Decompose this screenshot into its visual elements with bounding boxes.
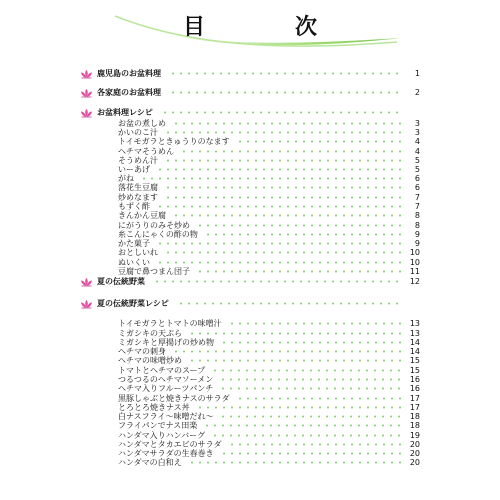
page-number: 15 <box>409 356 420 365</box>
dot-leader <box>162 159 402 162</box>
page-number: 13 <box>409 319 420 328</box>
dot-leader <box>154 168 402 171</box>
toc-section-row[interactable] <box>80 88 420 97</box>
page-number: 20 <box>409 449 420 458</box>
lotus-flower-icon <box>80 299 93 309</box>
page-number: 19 <box>409 431 420 440</box>
page-number: 2 <box>414 88 420 97</box>
toc-item-title: ミガシキの天ぷら <box>118 329 182 338</box>
page-number: 20 <box>409 458 420 467</box>
page-number: 3 <box>414 119 420 128</box>
toc-item-row[interactable] <box>80 239 420 248</box>
toc-item-row[interactable] <box>80 403 420 412</box>
toc-item-row[interactable] <box>80 356 420 365</box>
toc-section-row[interactable] <box>80 277 420 286</box>
dot-leader <box>167 91 402 94</box>
page-number: 15 <box>409 366 420 375</box>
toc-item-title: 白ナスフライ～味噌だれ～ <box>118 412 214 421</box>
page-number: 14 <box>409 338 420 347</box>
toc-item-row[interactable] <box>80 183 420 192</box>
toc-item-row[interactable] <box>80 394 420 403</box>
toc-item-row[interactable] <box>80 375 420 384</box>
page-number: 7 <box>414 202 420 211</box>
dot-leader <box>234 140 402 143</box>
toc-item-title: 豆腐で鼻つまん団子 <box>118 267 190 276</box>
page-number: 9 <box>414 230 420 239</box>
lotus-flower-icon <box>80 88 93 98</box>
dot-leader <box>194 406 402 409</box>
page-number: 16 <box>409 375 420 384</box>
dot-leader <box>162 186 402 189</box>
lotus-flower-icon <box>80 108 93 118</box>
toc-item-row[interactable] <box>80 211 420 220</box>
page-number: 5 <box>414 165 420 174</box>
dot-leader <box>202 233 402 236</box>
toc-item-row[interactable] <box>80 156 420 165</box>
toc-section-row[interactable] <box>80 299 420 308</box>
page-number: 18 <box>409 421 420 430</box>
page-number: 13 <box>409 329 420 338</box>
dot-leader <box>154 205 402 208</box>
lotus-flower-icon <box>80 69 93 79</box>
toc-section-title: お盆料理レシピ <box>97 108 153 117</box>
toc-item-title: ヘチマの味噌炒め <box>118 356 182 365</box>
dot-leader <box>162 131 402 134</box>
dot-leader <box>218 452 402 455</box>
toc-item-title: お盆の煮しめ <box>118 119 166 128</box>
toc-item-row[interactable] <box>80 128 420 137</box>
toc-item-row[interactable] <box>80 165 420 174</box>
lotus-flower-icon <box>80 277 93 287</box>
toc-item-title: トイモガラときゅうりのなます <box>118 137 230 146</box>
dot-leader <box>226 322 402 325</box>
toc-item-title: とろとろ焼きナス丼 <box>118 403 190 412</box>
toc-item-title: にがうりのみそ炒め <box>118 221 190 230</box>
toc-item-title: ハンダマサラダの生春巻き <box>118 449 214 458</box>
toc-item-row[interactable] <box>80 458 420 467</box>
toc-section-row[interactable] <box>80 69 420 78</box>
dot-leader <box>170 122 402 125</box>
toc-item-row[interactable] <box>80 421 420 430</box>
toc-section-title: 夏の伝統野菜レシピ <box>97 299 169 308</box>
toc-section-title: 各家庭のお盆料理 <box>97 88 161 97</box>
toc-item-row[interactable] <box>80 193 420 202</box>
toc-item-row[interactable] <box>80 137 420 146</box>
dot-leader <box>201 424 402 427</box>
page-number: 6 <box>414 174 420 183</box>
page-number: 17 <box>409 394 420 403</box>
dot-leader <box>159 111 402 114</box>
page-number: 1 <box>414 69 420 78</box>
toc-item-title: つるつるのヘチマソーメン <box>118 375 214 384</box>
page-number: 10 <box>409 248 420 257</box>
page-number: 17 <box>409 403 420 412</box>
toc-item-title: かいのこ汁 <box>118 128 158 137</box>
page-number: 16 <box>409 384 420 393</box>
page-number: 3 <box>414 128 420 137</box>
toc-item-title: ハンダマ入りハンバーグ <box>118 431 206 440</box>
toc-item-title: そうめん汁 <box>118 156 158 165</box>
toc-item-row[interactable] <box>80 267 420 276</box>
toc-item-row[interactable] <box>80 258 420 267</box>
page-number: 12 <box>409 277 420 286</box>
toc-item-title: フライパンでナス田楽 <box>118 421 198 430</box>
dot-leader <box>175 302 402 305</box>
toc-item-row[interactable] <box>80 347 420 356</box>
page-number: 10 <box>409 258 420 267</box>
toc-item-title: 炒めなます <box>118 193 158 202</box>
dot-leader <box>151 280 402 283</box>
toc-item-row[interactable] <box>80 147 420 156</box>
toc-item-row[interactable] <box>80 440 420 449</box>
dot-leader <box>186 332 402 335</box>
toc-item-title: おとしいれ <box>118 248 158 257</box>
toc-item-title: きんかん豆腐 <box>118 211 166 220</box>
toc-item-title: 糸こんにゃくの酢の物 <box>118 230 198 239</box>
dot-leader <box>162 251 402 254</box>
page-number: 5 <box>414 156 420 165</box>
dot-leader <box>226 443 402 446</box>
dot-leader <box>217 387 402 390</box>
page-number: 7 <box>414 193 420 202</box>
toc-item-title: がね <box>118 174 134 183</box>
toc-item-title: いーあげ <box>118 165 150 174</box>
toc-item-row[interactable] <box>80 366 420 375</box>
toc-section-title: 夏の伝統野菜 <box>97 277 145 286</box>
page-number: 20 <box>409 440 420 449</box>
dot-leader <box>170 350 402 353</box>
page-number: 14 <box>409 347 420 356</box>
dot-leader <box>154 242 402 245</box>
page-number: 8 <box>414 221 420 230</box>
page-number: 4 <box>414 147 420 156</box>
dot-leader <box>178 150 402 153</box>
dot-leader <box>186 359 402 362</box>
toc-item-row[interactable] <box>80 174 420 183</box>
dot-leader <box>194 270 402 273</box>
toc-item-title: トマトとヘチマのスープ <box>118 366 206 375</box>
page-number: 11 <box>409 267 420 276</box>
toc-item-title: ヘチマの刺身 <box>118 347 166 356</box>
toc-item-row[interactable] <box>80 230 420 239</box>
toc-item-row[interactable] <box>80 221 420 230</box>
toc-item-title: 落花生豆腐 <box>118 183 158 192</box>
toc-item-title: トイモガラとトマトの味噌汁 <box>118 319 222 328</box>
dot-leader <box>209 434 402 437</box>
toc-item-title: ハンダマとタカエビのサラダ <box>118 440 222 449</box>
toc-item-title: ハンダマの白和え <box>118 458 182 467</box>
toc-item-title: ミガシキと厚揚げの炒め物 <box>118 338 214 347</box>
toc-item-title: ヘチマそうめん <box>118 147 174 156</box>
toc-item-title: ぬいくい <box>118 258 150 267</box>
page-title: 目 次 <box>182 14 351 40</box>
page-number: 8 <box>414 211 420 220</box>
toc-item-row[interactable] <box>80 248 420 257</box>
dot-leader <box>170 214 402 217</box>
toc-item-row[interactable] <box>80 119 420 128</box>
dot-leader <box>186 461 402 464</box>
toc-item-title: かた菓子 <box>118 239 150 248</box>
toc-item-row[interactable] <box>80 431 420 440</box>
page-number: 9 <box>414 239 420 248</box>
toc-item-title: ヘチマ入りフルーツパンチ <box>118 384 214 393</box>
toc-section-row[interactable] <box>80 108 420 117</box>
dot-leader <box>209 369 402 372</box>
dot-leader <box>234 397 402 400</box>
dot-leader <box>217 415 402 418</box>
dot-leader <box>217 378 402 381</box>
toc-item-row[interactable] <box>80 319 420 328</box>
dot-leader <box>154 261 402 264</box>
toc-item-row[interactable] <box>80 338 420 347</box>
dot-leader <box>194 224 402 227</box>
toc-section-title: 鹿児島のお盆料理 <box>97 69 161 78</box>
page-number: 4 <box>414 137 420 146</box>
toc-item-row[interactable] <box>80 202 420 211</box>
dot-leader <box>162 196 402 199</box>
toc-item-row[interactable] <box>80 449 420 458</box>
toc-item-title: もずく酢 <box>118 202 150 211</box>
dot-leader <box>218 341 402 344</box>
toc-item-row[interactable] <box>80 329 420 338</box>
toc-item-row[interactable] <box>80 412 420 421</box>
dot-leader <box>167 72 402 75</box>
page-number: 6 <box>414 183 420 192</box>
dot-leader <box>138 177 402 180</box>
toc-item-title: 黒豚しゃぶと焼きナスのサラダ <box>118 394 230 403</box>
page-number: 18 <box>409 412 420 421</box>
toc-item-row[interactable] <box>80 384 420 393</box>
